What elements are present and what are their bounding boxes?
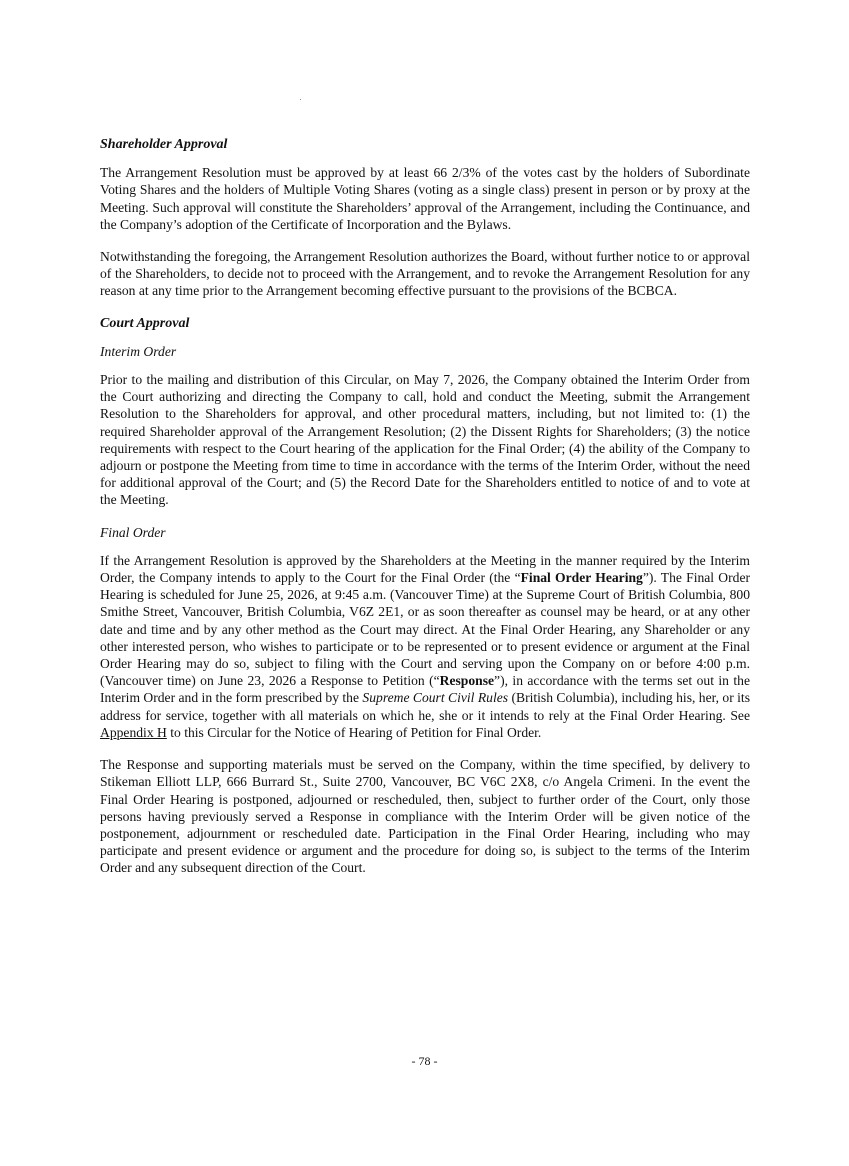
final-order-text-b: ”). The Final Order Hearing is scheduled for June 25, 2026, at 9:45 a.m. (Vancouver Time) at the Supreme Court of British Columbia, 800 Smithe Street, Vancouver, British Columbia, V6Z 2E1, or as soon thereafter as counsel may be heard, or at any other date and time and by any other method as the Court may direct. At the Final Order Hearing, any Shareholder or any other interested person, who wishes to participate or to be represented or to present evidence or argument at the Final Order Hearing may do so, subject to filing with the Court and serving upon the Company on or before 4:00 p.m. (Vancouver time) on June 23, 2026 a Response to Petition (“ [100, 570, 751, 689]
document-body [100, 136, 750, 892]
section-heading-court-approval: Court Approval [100, 315, 190, 331]
scan-speck [300, 99, 301, 100]
shareholder-approval-paragraph-2: Notwithstanding the foregoing, the Arrangement Resolution authorizes the Board, without further notice to or approval of the Shareholders, to decide not to proceed with the Arrangement, and to revoke the Arrangement Resolution for any reason at any time prior to the Arrangement becoming effective pursuant to the provisions of the BCBCA. [100, 249, 750, 299]
final-order-text-e: to this Circular for the Notice of Hearing of Petition for Final Order. [166, 724, 542, 740]
interim-order-paragraph: Prior to the mailing and distribution of this Circular, on May 7, 2026, the Company obtained the Interim Order from the Court authorizing and directing the Company to call, hold and conduct the Meeting, submit the Arrangement Resolution to the Shareholders for approval, and other procedural matters, including, but not limited to: (1) the required Shareholder approval of the Arrangement Resolution; (2) the Dissent Rights for Shareholders; (3) the notice requirements with respect to the Court hearing of the application for the Final Order; (4) the ability of the Company to adjourn or postpone the Meeting from time to time in accordance with the terms of the Interim Order, without the need for additional approval of the Court; and (5) the Record Date for the Shareholders entitled to notice of and to vote at the Meeting. [100, 372, 750, 508]
page-number: - 78 - [411, 1054, 438, 1068]
final-order-text-a: If the Arrangement Resolution is approved by the Shareholders at the Meeting in the manner required by the Interim Order, the Company intends to apply to the Court for the Final Order (the “ [100, 552, 750, 586]
shareholder-approval-paragraph-1: The Arrangement Resolution must be approved by at least 66 2/3% of the votes cast by the holders of Subordinate Voting Shares and the holders of Multiple Voting Shares (voting as a single class) present in person or by proxy at the Meeting. Such approval will constitute the Shareholders’ approval of the Arrangement, including the Continuance, and the Company’s adoption of the Certificate of Incorporation and the Bylaws. [100, 165, 750, 232]
section-heading-shareholder-approval: Shareholder Approval [100, 137, 228, 152]
defined-term-final-order-hearing: Final Order Hearing [520, 570, 643, 586]
final-order-text-d: (British Columbia), including his, her, or its address for service, together with all materials on which he, she or it intends to rely at the Final Order Hearing. See [100, 690, 750, 723]
final-order-paragraph-1 [100, 552, 750, 741]
subheading-final-order: Final Order [100, 524, 166, 540]
defined-term-response: Response [439, 673, 495, 689]
subheading-interim-order: Interim Order [100, 343, 177, 359]
rules-title: Supreme Court Civil Rules [362, 690, 509, 706]
appendix-h-link[interactable]: Appendix H [100, 724, 167, 740]
final-order-text-c: ”), in accordance with the terms set out in the Interim Order and in the form prescribed by the [100, 673, 750, 706]
final-order-paragraph-2: The Response and supporting materials must be served on the Company, within the time specified, by delivery to Stikeman Elliott LLP, 666 Burrard St., Suite 2700, Vancouver, BC V6C 2X8, c/o Angela Crimeni. In the event the Final Order Hearing is postponed, adjourned or rescheduled, then, subject to further order of the Court, only those persons having previously served a Response in compliance with the Interim Order will be given notice of the postponement, adjournment or rescheduled date. Participation in the Final Order Hearing, including who may participate and present evidence or argument and the procedure for doing so, is subject to the terms of the Interim Order and any subsequent direction of the Court. [100, 757, 750, 876]
